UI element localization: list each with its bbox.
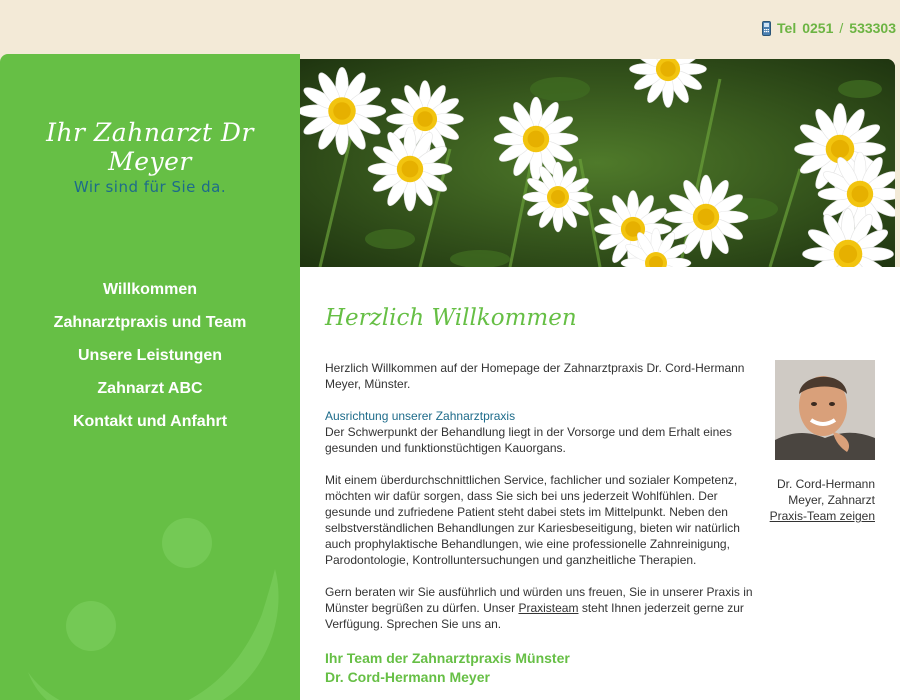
nav-item-leistungen[interactable]: Unsere Leistungen — [77, 347, 223, 364]
content-text — [325, 360, 755, 648]
nav-item-willkommen[interactable]: Willkommen — [102, 281, 198, 298]
main-nav — [0, 280, 300, 445]
page-title: Herzlich Willkommen — [325, 305, 577, 331]
portrait-photo — [775, 360, 875, 460]
intro-paragraph: Herzlich Willkommen auf der Homepage der Zahnarztpraxis Dr. Cord-Hermann Meyer, Münster. — [325, 361, 745, 391]
closing-text-after: steht Ihnen jederzeit gerne zur Verfügung. Sprechen Sie uns an. — [325, 601, 744, 631]
caption-line-1: Dr. Cord-Hermann — [776, 477, 875, 491]
praxisteam-link[interactable]: Praxisteam — [518, 601, 579, 615]
logo[interactable] — [0, 118, 300, 196]
team-line-1: Ihr Team der Zahnarztpraxis Münster — [325, 650, 570, 666]
closing-text-before: Gern beraten wir Sie ausführlich und würden uns freuen, Sie in unserer Praxis in Münster begrüßen zu dürfen. Unser — [325, 585, 753, 615]
logo-subtitle: Wir sind für Sie da. — [73, 178, 227, 196]
header-daisy-image — [300, 59, 895, 267]
service-paragraph: Mit einem überdurchschnittlichen Service, fachlicher und sozialer Kompetenz, möchten wir dafür sorgen, dass Sie sich bei uns jederzeit Wohlfühlen. Der gesunde und zufriedene Patient steht dabei stets im Mittelpunkt. Neben den selbstverständlichen Behandlungen zur Kariesbeseitigung, bieten wir natürlich auch prophylaktische Behandlungen, wie eine professionelle Zahnreinigung, Parodontologie, Kontrolluntersuchungen und ganzheitliche Therapien. — [325, 473, 740, 567]
logo-title: Ihr Zahnarzt Dr Meyer — [46, 118, 254, 176]
doctor-portrait — [775, 360, 875, 460]
focus-paragraph — [325, 408, 755, 456]
tel-area-code: 0251 — [802, 20, 834, 36]
show-team-link[interactable]: Praxis-Team zeigen — [769, 509, 875, 523]
tel-label: Tel — [777, 20, 797, 36]
portrait-caption — [745, 476, 875, 524]
sidebar — [0, 54, 300, 700]
focus-subheading: Ausrichtung unserer Zahnarztpraxis — [325, 409, 516, 423]
smiley-decoration — [0, 474, 300, 700]
tel-number: 533303 — [849, 20, 896, 36]
nav-item-zahnarzt-abc[interactable]: Zahnarzt ABC — [97, 380, 203, 397]
nav-item-kontakt[interactable]: Kontakt und Anfahrt — [72, 413, 228, 430]
tel-separator: / — [839, 20, 844, 36]
closing-paragraph — [325, 584, 755, 632]
focus-text: Der Schwerpunkt der Behandlung liegt in der Vorsorge und dem Erhalt eines gesunden und funktionstüchtigen Kauorgans. — [325, 425, 732, 455]
team-line-2: Dr. Cord-Hermann Meyer — [325, 669, 490, 685]
caption-line-2: Meyer, Zahnarzt — [788, 493, 875, 507]
daisy-photo — [300, 59, 895, 267]
team-signature — [325, 649, 570, 687]
top-bar — [0, 0, 900, 54]
nav-item-praxis-team[interactable]: Zahnarztpraxis und Team — [53, 314, 247, 331]
phone-number[interactable] — [762, 20, 896, 36]
mobile-phone-icon — [762, 21, 771, 36]
main-content — [300, 267, 900, 700]
